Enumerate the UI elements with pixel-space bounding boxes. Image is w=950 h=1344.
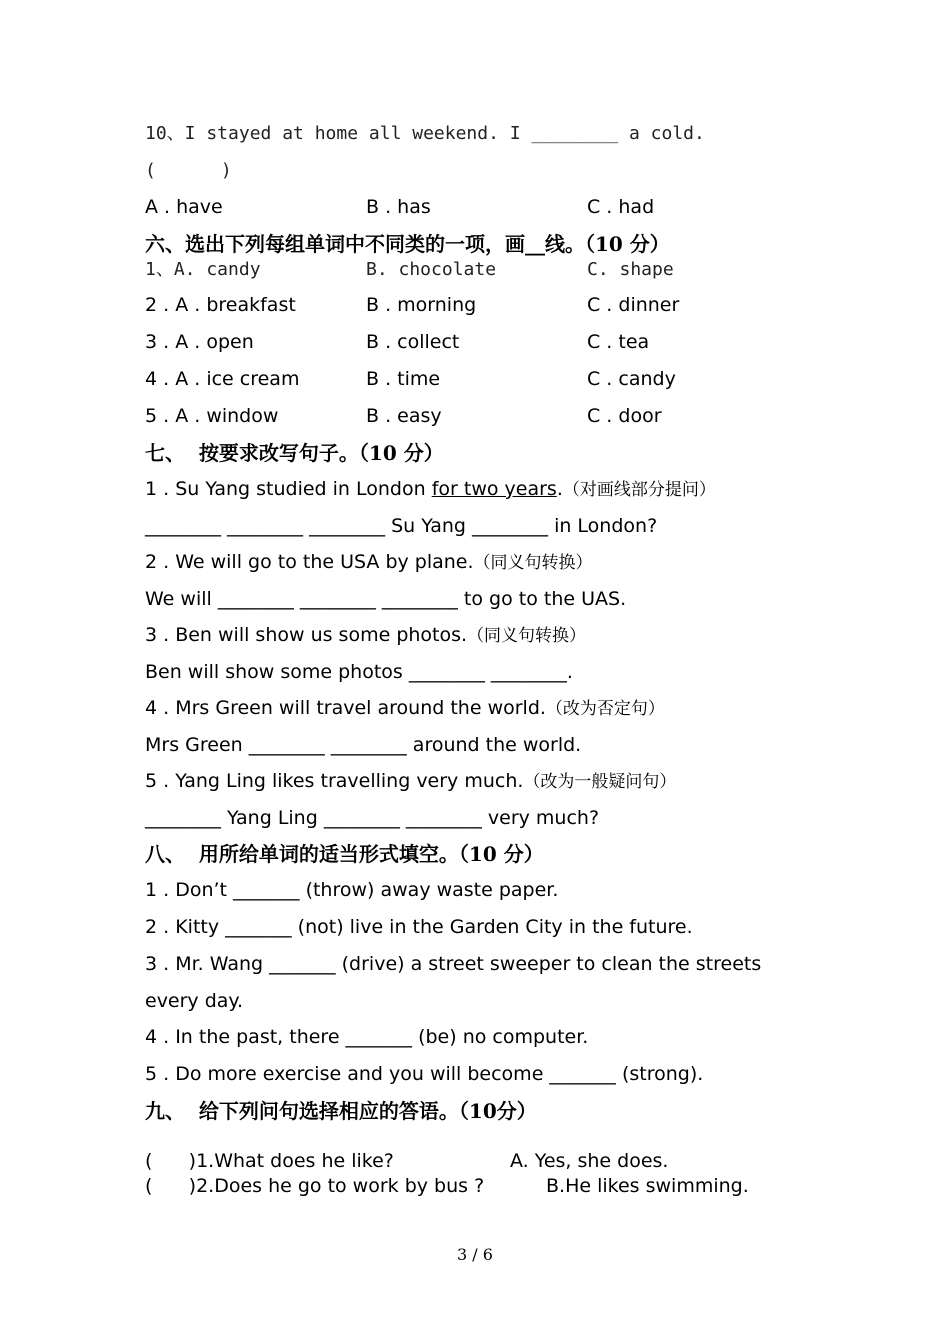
s6-row5-a: 5 . A . window xyxy=(145,405,279,427)
s6-row4-a: 4 . A . ice cream xyxy=(145,368,300,390)
s7-item2-answer: We will ________ ________ ________ to go to the UAS. xyxy=(145,588,627,610)
s7-item3-note: （同义句转换） xyxy=(467,626,587,646)
s7-item2-text: 2 . We will go to the USA by plane. xyxy=(145,551,474,573)
s7-item4-text: 4 . Mrs Green will travel around the world. xyxy=(145,697,546,719)
s6-row2-c: C . dinner xyxy=(587,294,680,316)
s7-item3-text: 3 . Ben will show us some photos. xyxy=(145,624,468,646)
s8-line3: 3 . Mr. Wang _______ (drive) a street sweeper to clean the streets xyxy=(145,953,762,975)
s8-line3-cont: every day. xyxy=(145,990,243,1012)
section8-heading: 八、 用所给单词的适当形式填空。（10 分） xyxy=(145,842,544,866)
s9-q1: ( )1.What does he like? xyxy=(145,1150,394,1172)
q10-stem: 10、I stayed at home all weekend. I ________ a cold. xyxy=(145,123,705,144)
section7-heading: 七、 按要求改写句子。（10 分） xyxy=(145,441,444,465)
s6-row4-b: B . time xyxy=(366,368,441,390)
s7-item1-pre: 1 . Su Yang studied in London xyxy=(145,478,432,500)
s6-row2-b: B . morning xyxy=(366,294,477,316)
s7-item1-answer: ________ ________ ________ Su Yang ________ in London? xyxy=(145,515,658,537)
s7-item4-answer: Mrs Green ________ ________ around the world. xyxy=(145,734,582,756)
q10-option-c: C . had xyxy=(587,196,655,218)
s7-item4-note: （改为否定句） xyxy=(545,699,665,719)
s9-q2: ( )2.Does he go to work by bus ? xyxy=(145,1175,485,1197)
s7-item5-answer: ________ Yang Ling ________ ________ very much? xyxy=(145,807,600,829)
section6-heading: 六、选出下列每组单词中不同类的一项，画__线。（10 分） xyxy=(145,232,670,256)
s7-item1-note: （对画线部分提问） xyxy=(562,480,716,500)
s6-row4-c: C . candy xyxy=(587,368,676,390)
s6-row5-c: C . door xyxy=(587,405,662,427)
s9-a1: A. Yes, she does. xyxy=(510,1150,669,1172)
s6-row5-b: B . easy xyxy=(366,405,442,427)
s8-line5: 5 . Do more exercise and you will become _______ (strong). xyxy=(145,1063,704,1085)
section9-heading: 九、 给下列问句选择相应的答语。（10分） xyxy=(145,1099,537,1123)
s6-row1-c: C. shape xyxy=(587,259,674,280)
s7-item1 xyxy=(145,480,716,499)
s8-line2: 2 . Kitty _______ (not) live in the Garden City in the future. xyxy=(145,916,693,938)
s7-item2 xyxy=(145,553,593,572)
s6-row2-a: 2 . A . breakfast xyxy=(145,294,296,316)
s7-item2-note: （同义句转换） xyxy=(473,553,593,573)
s7-item3-answer: Ben will show some photos ________ ________. xyxy=(145,661,573,683)
s6-row3-a: 3 . A . open xyxy=(145,331,254,353)
q10-option-a: A . have xyxy=(145,196,223,218)
s8-line1: 1 . Don’t _______ (throw) away waste paper. xyxy=(145,879,559,901)
s7-item1-post: . xyxy=(556,478,563,500)
s8-line4: 4 . In the past, there _______ (be) no computer. xyxy=(145,1026,589,1048)
s7-item5-text: 5 . Yang Ling likes travelling very much. xyxy=(145,770,524,792)
s7-item5 xyxy=(145,772,676,791)
s6-row1-b: B. chocolate xyxy=(366,259,497,280)
s7-item5-note: （改为一般疑问句） xyxy=(523,772,677,792)
s9-a2: B.He likes swimming. xyxy=(546,1175,749,1197)
q10-option-b: B . has xyxy=(366,196,431,218)
s7-item4 xyxy=(145,699,665,718)
s7-item3 xyxy=(145,626,586,645)
s6-row3-b: B . collect xyxy=(366,331,460,353)
s7-item1-underlined: for two years xyxy=(431,478,557,500)
page-number: 3 / 6 xyxy=(457,1245,493,1264)
q10-answer-paren: ( ) xyxy=(145,160,232,181)
s6-row1-a: 1、A. candy xyxy=(145,259,261,280)
s6-row3-c: C . tea xyxy=(587,331,650,353)
